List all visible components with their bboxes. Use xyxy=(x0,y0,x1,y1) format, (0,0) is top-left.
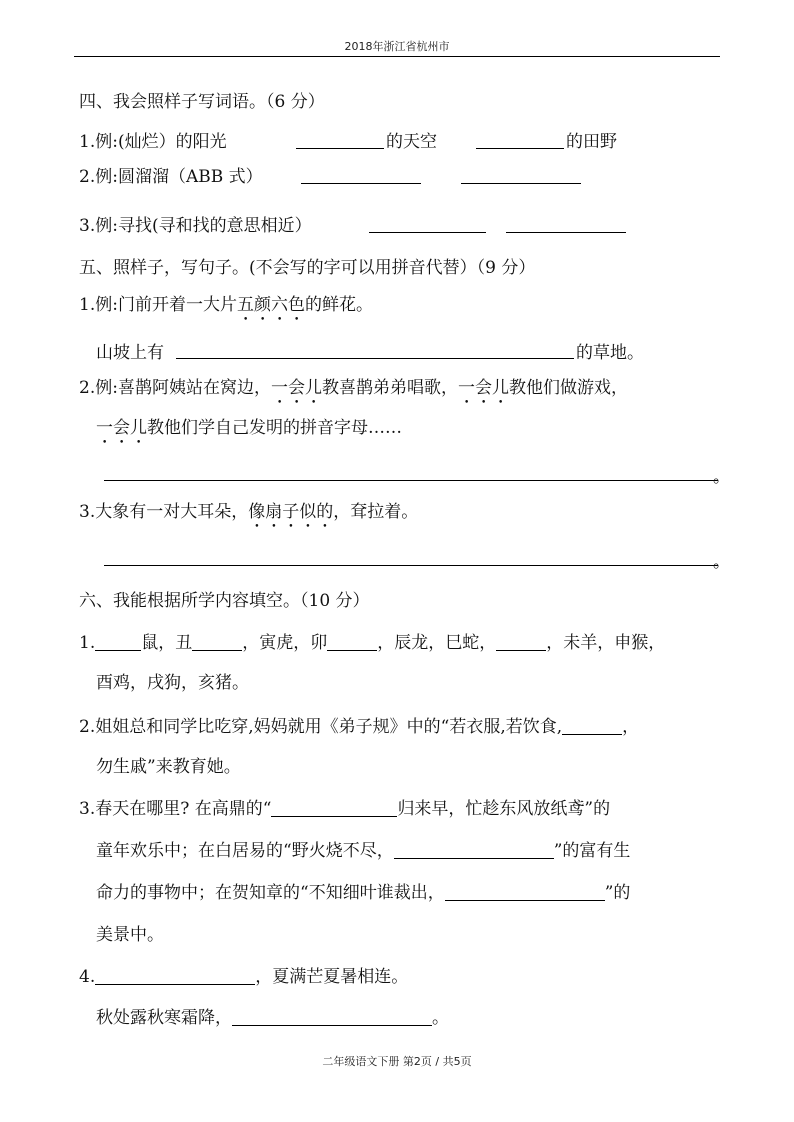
s4-q1-word-1: 的天空 xyxy=(386,132,437,152)
section-6-heading: 六、我能根据所学内容填空。（10 分） xyxy=(79,591,370,611)
s6-q3-text-b: 归来早，忙趁东风放纸鸢”的 xyxy=(397,799,611,819)
s4-q1-prefix: 1.例:(灿烂）的阳光 xyxy=(79,132,227,152)
s5-q3-end-mark: 。 xyxy=(713,552,730,572)
s6-q4-blank-2[interactable] xyxy=(232,1008,432,1026)
s6-q3-blank-3[interactable] xyxy=(445,883,605,901)
s6-q1-num: 1. xyxy=(79,633,96,653)
s6-q1-text-d: ，辰龙，巳蛇， xyxy=(377,633,497,653)
section-4-heading: 四、我会照样子写词语。（6 分） xyxy=(79,92,325,112)
s5-q1-text-b: 的鲜花。 xyxy=(304,295,373,315)
s4-q2: 2.例:圆溜溜（ABB 式） xyxy=(79,167,263,187)
s6-q3-line-2 xyxy=(96,836,630,861)
s5-q3-answer-blank[interactable] xyxy=(104,565,718,566)
s6-q3-blank-2[interactable] xyxy=(394,841,554,859)
s5-q1-fill-prefix: 山坡上有 xyxy=(96,343,164,363)
s5-q3-text-b: ，耷拉着。 xyxy=(333,502,419,522)
s5-q2-line-2 xyxy=(96,413,402,448)
s6-q3-line-1 xyxy=(79,794,610,819)
s4-q3: 3.例:寻找(寻和找的意思相近） xyxy=(79,216,312,236)
s6-q3-text-a: 3.春天在哪里? 在高鼎的“ xyxy=(79,799,272,819)
s6-q4-num: 4. xyxy=(79,967,96,987)
s6-q1-blank-2[interactable] xyxy=(192,633,242,651)
s5-q1-fill-suffix: 的草地。 xyxy=(576,343,644,363)
page-footer: 二年级语文下册 第2页 / 共5页 xyxy=(322,1055,472,1068)
s6-q2-line-2: 勿生戚”来教育她。 xyxy=(96,757,241,777)
s6-q4-line-1 xyxy=(79,962,408,987)
s6-q4-line-2 xyxy=(96,1003,449,1028)
s6-q3-text-f: ”的 xyxy=(604,883,631,903)
s6-q1-blank-1[interactable] xyxy=(95,633,141,651)
s4-q1-blank-2[interactable] xyxy=(476,148,564,149)
s6-q2-blank[interactable] xyxy=(562,717,622,735)
s6-q1-blank-4[interactable] xyxy=(496,633,546,651)
s6-q1-line-2: 酉鸡，戌狗，亥猪。 xyxy=(96,673,249,693)
s5-q3-text-a: 3.大象有一对大耳朵， xyxy=(79,502,249,522)
s4-q3-blank-1[interactable] xyxy=(369,232,486,233)
s6-q1-line-1 xyxy=(79,628,665,653)
s5-q2-text-a: 2.例:喜鹊阿姨站在窝边， xyxy=(79,378,271,398)
s5-q1-example xyxy=(79,290,373,325)
s5-q3-dotted: 像扇子似的 xyxy=(248,502,334,522)
s6-q2-line-1 xyxy=(79,712,639,737)
s4-q3-blank-2[interactable] xyxy=(506,232,626,233)
s5-q3 xyxy=(79,497,418,532)
s6-q1-blank-3[interactable] xyxy=(327,633,377,651)
s6-q3-text-c: 童年欢乐中；在白居易的“野火烧不尽， xyxy=(96,841,394,861)
section-5-heading: 五、照样子，写句子。(不会写的字可以用拼音代替）（9 分） xyxy=(79,258,536,278)
s5-q2-end-mark: 。 xyxy=(713,467,730,487)
s4-q2-blank-1[interactable] xyxy=(301,183,421,184)
header-divider xyxy=(74,56,720,57)
s5-q2-text-d: 教他们学自己发明的拼音字母…… xyxy=(147,418,402,438)
s6-q1-text-b: 鼠，丑 xyxy=(141,633,193,653)
s5-q2-text-c: 教他们做游戏， xyxy=(508,378,628,398)
s6-q4-blank-1[interactable] xyxy=(95,967,255,985)
page-header: 2018年浙江省杭州市 xyxy=(344,40,450,53)
s6-q4-text-b: ，夏满芒夏暑相连。 xyxy=(255,967,409,987)
s6-q3-line-3 xyxy=(96,878,630,903)
s6-q2-text-a: 2.姐姐总和同学比吃穿,妈妈就用《弟子规》中的“若衣服,若饮食, xyxy=(79,717,563,737)
s5-q2-answer-blank[interactable] xyxy=(104,480,718,481)
s6-q3-text-e: 命力的事物中；在贺知章的“不知细叶谁裁出， xyxy=(96,883,445,903)
s6-q4-text-d: 。 xyxy=(432,1008,449,1028)
s4-q1-word-2: 的田野 xyxy=(566,132,617,152)
s5-q2-dotted-2: 一会儿 xyxy=(457,378,509,398)
s5-q2-line-1 xyxy=(79,373,628,408)
s5-q1-answer-blank[interactable] xyxy=(176,358,574,359)
s5-q2-text-b: 教喜鹊弟弟唱歌， xyxy=(321,378,458,398)
s5-q1-text-a: 1.例:门前开着一大片 xyxy=(79,295,237,315)
s5-q1-dotted: 五颜六色 xyxy=(236,295,305,315)
s6-q1-text-c: ，寅虎，卯 xyxy=(242,633,328,653)
s4-q2-blank-2[interactable] xyxy=(461,183,581,184)
s5-q2-dotted-3: 一会儿 xyxy=(96,418,147,438)
s5-q2-dotted-1: 一会儿 xyxy=(270,378,322,398)
s6-q3-blank-1[interactable] xyxy=(271,799,397,817)
s4-q1 xyxy=(79,127,227,152)
s6-q3-text-d: ”的富有生 xyxy=(553,841,631,861)
s6-q1-text-e: ，未羊，申猴， xyxy=(546,633,666,653)
s4-q1-blank-1[interactable] xyxy=(296,148,384,149)
s6-q2-text-b: ， xyxy=(622,717,640,737)
s6-q3-line-4: 美景中。 xyxy=(96,925,164,945)
s6-q4-text-c: 秋处露秋寒霜降， xyxy=(96,1008,232,1028)
